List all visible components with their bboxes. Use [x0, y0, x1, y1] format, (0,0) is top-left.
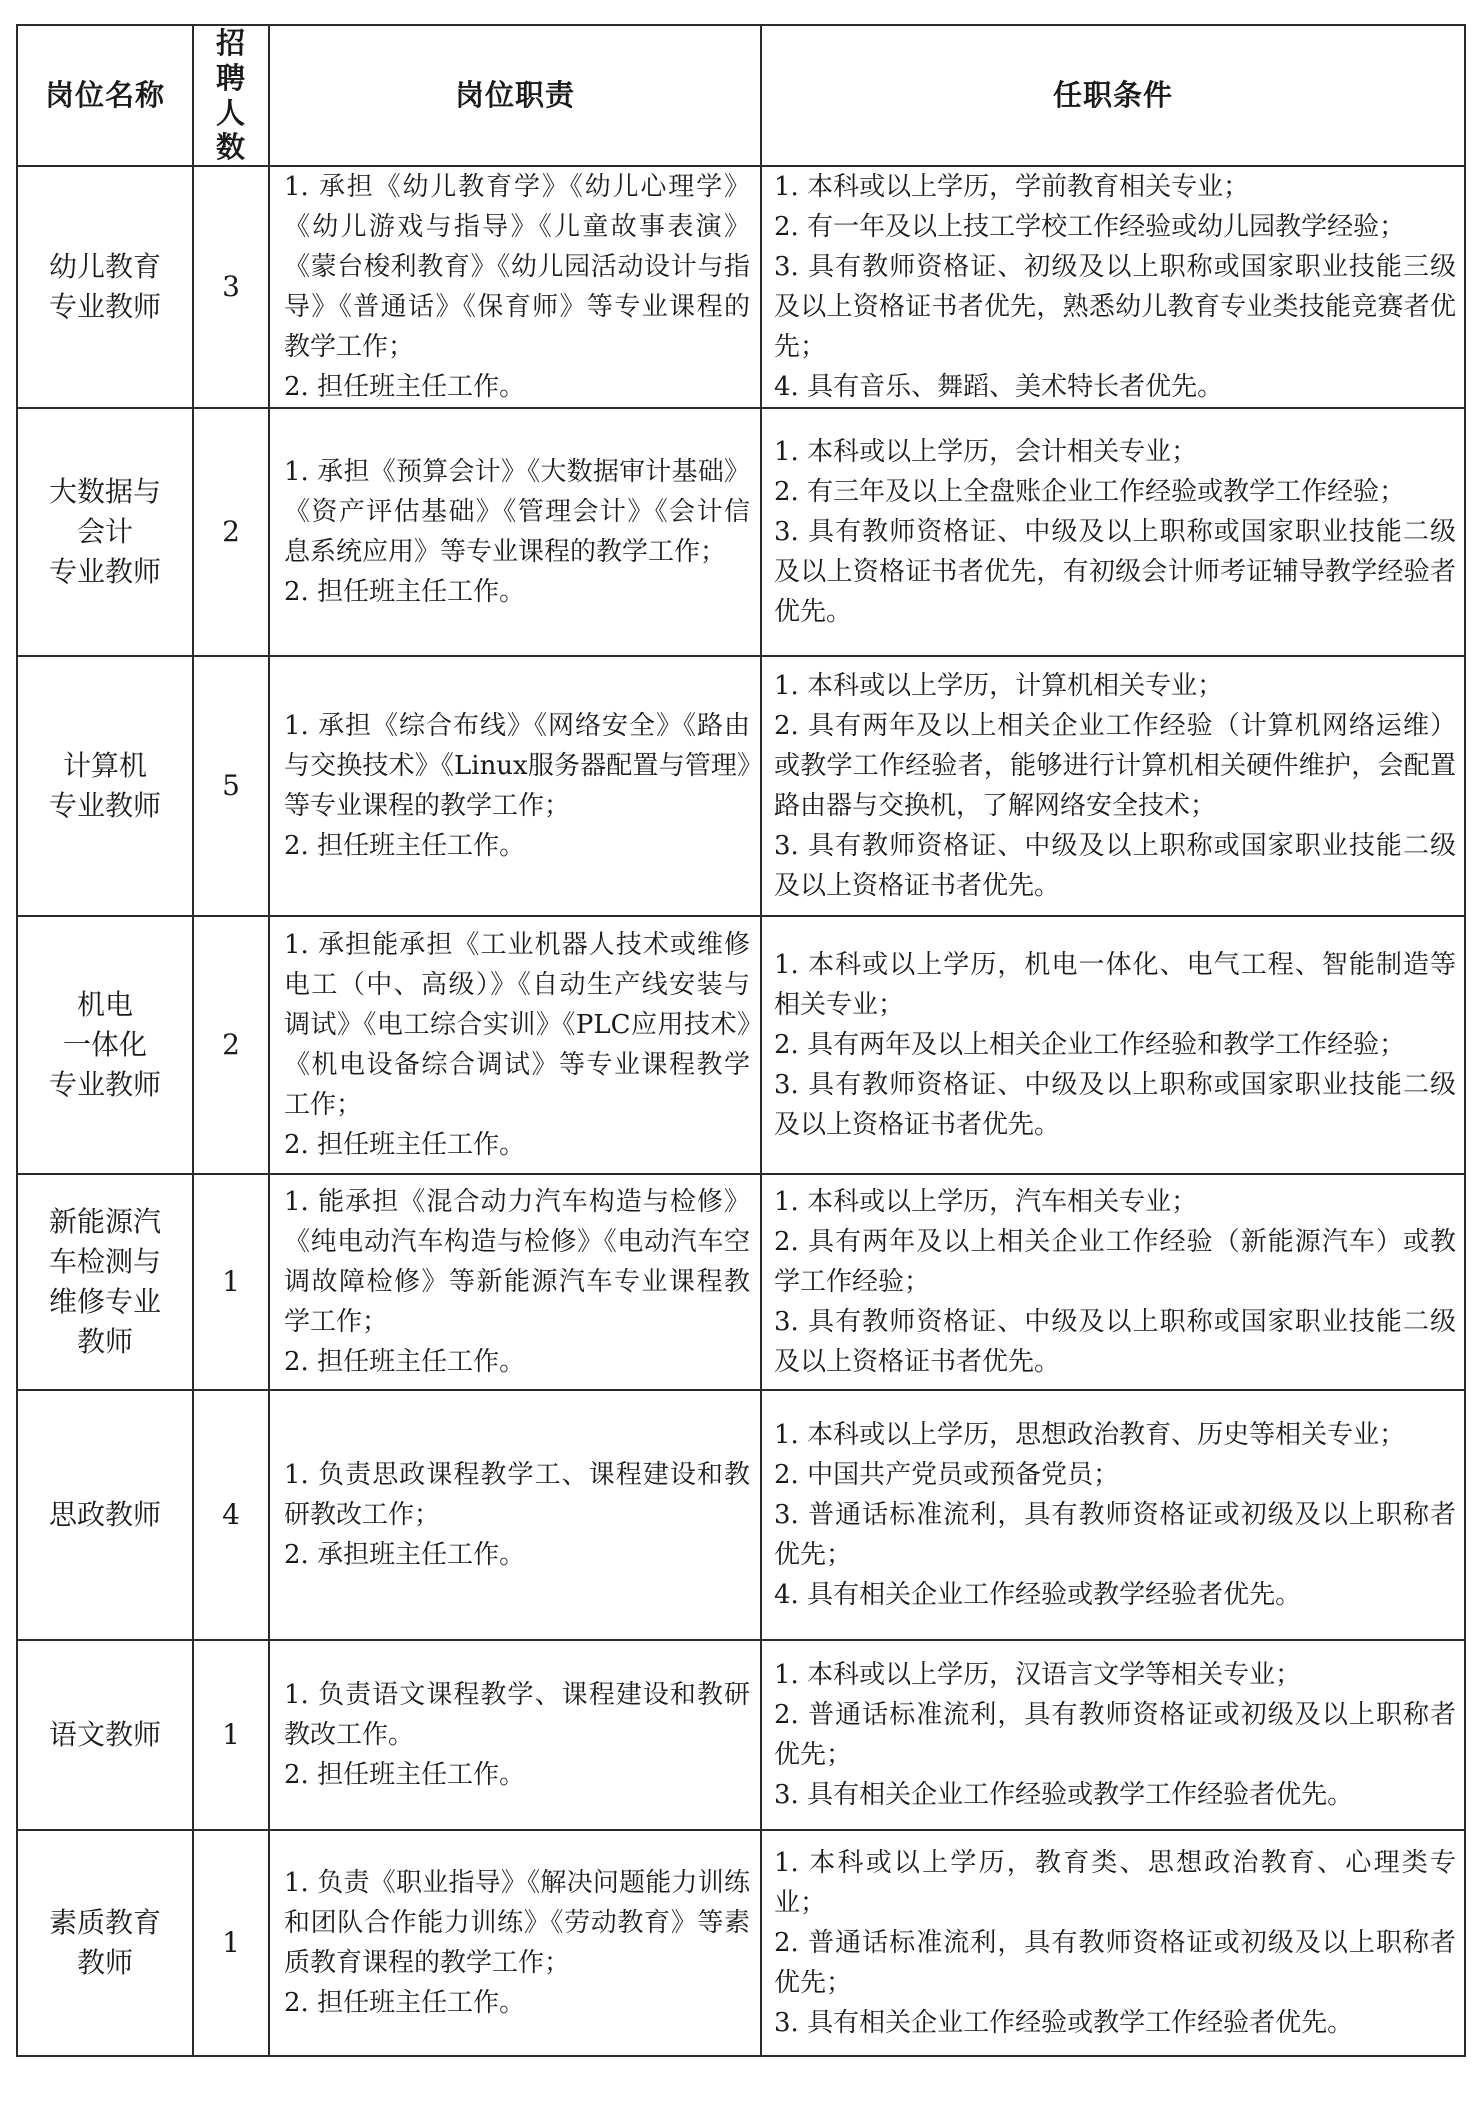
duty-item: 2. 承担班主任工作。 [284, 1540, 526, 1571]
header-row [17, 25, 1465, 166]
position-name-cell [17, 1640, 193, 1830]
requirement-item: 1. 本科或以上学历，学前教育相关专业； [774, 172, 1250, 203]
duty-item: 2. 担任班主任工作。 [284, 1760, 526, 1791]
table-body [17, 166, 1465, 2056]
requirements-cell [761, 1640, 1465, 1830]
requirement-item: 1. 本科或以上学历，计算机相关专业； [774, 671, 1224, 702]
duty-item: 2. 担任班主任工作。 [284, 577, 526, 608]
duty-item: 1. 承担能承担《工业机器人技术或维修电工（中、高级）》《自动生产线安装与调试》《电工综合实训》《PLC应用技术》《机电设备综合调试》等专业课程教学工作； [284, 930, 750, 1121]
requirement-item: 4. 具有相关企业工作经验或教学经验者优先。 [774, 1580, 1302, 1611]
requirement-item: 2. 具有两年及以上相关企业工作经验（计算机网络运维）或教学工作经验者，能够进行计算机相关硬件维护，会配置路由器与交换机，了解网络安全技术； [774, 711, 1456, 822]
table-row [17, 656, 1465, 916]
duty-item: 1. 承担《综合布线》《网络安全》《路由与交换技术》《Linux服务器配置与管理》等专业课程的教学工作； [284, 711, 750, 822]
position-name-line: 一体化 [62, 1028, 147, 1062]
hire-count-cell: 4 [193, 1390, 269, 1640]
requirements-cell [761, 1390, 1465, 1640]
duty-item: 2. 担任班主任工作。 [284, 1347, 526, 1378]
table-row [17, 166, 1465, 408]
requirements-cell [761, 166, 1465, 408]
requirement-item: 1. 本科或以上学历，机电一体化、电气工程、智能制造等相关专业； [774, 950, 1456, 1021]
requirement-item: 3. 具有教师资格证、中级及以上职称或国家职业技能二级及以上资格证书者优先。 [774, 1307, 1456, 1378]
requirement-item: 2. 有一年及以上技工学校工作经验或幼儿园教学经验； [774, 212, 1406, 243]
table-row [17, 1390, 1465, 1640]
position-name-line: 专业教师 [48, 1068, 161, 1102]
requirement-item: 3. 具有教师资格证、初级及以上职称或国家职业技能三级及以上资格证书者优先，熟悉幼儿教育专业类技能竞赛者优先； [774, 252, 1456, 363]
duties-cell [269, 408, 761, 656]
position-name-line: 车检测与 [48, 1245, 161, 1279]
position-name-line: 维修专业 [48, 1285, 161, 1319]
duties-cell [269, 916, 761, 1174]
position-name-cell [17, 408, 193, 656]
duty-item: 2. 担任班主任工作。 [284, 372, 526, 403]
table-row [17, 1830, 1465, 2056]
position-name-line: 专业教师 [48, 789, 161, 823]
position-name-line: 会计 [76, 515, 133, 549]
requirement-item: 3. 普通话标准流利，具有教师资格证或初级及以上职称者优先； [774, 1500, 1456, 1571]
duty-item: 2. 担任班主任工作。 [284, 1988, 526, 2019]
position-name-line: 专业教师 [48, 290, 161, 324]
duty-item: 1. 负责思政课程教学工、课程建设和教研教改工作； [284, 1460, 750, 1531]
table-row [17, 408, 1465, 656]
duty-item: 1. 承担《幼儿教育学》《幼儿心理学》《幼儿游戏与指导》《儿童故事表演》《蒙台梭利教育》《幼儿园活动设计与指导》《普通话》《保育师》等专业课程的教学工作； [284, 172, 750, 363]
requirement-item: 1. 本科或以上学历，思想政治教育、历史等相关专业； [774, 1420, 1406, 1451]
table-row [17, 916, 1465, 1174]
header-duties: 岗位职责 [269, 25, 761, 166]
table-header [17, 25, 1465, 166]
position-name-line: 幼儿教育 [48, 250, 161, 284]
requirement-item: 3. 具有教师资格证、中级及以上职称或国家职业技能二级及以上资格证书者优先，有初级会计师考证辅导教学经验者优先。 [774, 517, 1456, 628]
recruitment-table [16, 24, 1466, 2057]
requirement-item: 2. 具有两年及以上相关企业工作经验（新能源汽车）或教学工作经验； [774, 1227, 1456, 1298]
header-hire-count: 招聘人数 [193, 25, 269, 166]
duty-item: 1. 负责《职业指导》《解决问题能力训练和团队合作能力训练》《劳动教育》等素质教育课程的教学工作； [284, 1868, 750, 1979]
requirement-item: 2. 普通话标准流利，具有教师资格证或初级及以上职称者优先； [774, 1700, 1456, 1771]
position-name-cell [17, 1174, 193, 1390]
position-name-line: 思政教师 [48, 1498, 161, 1532]
requirements-cell [761, 1174, 1465, 1390]
duty-item: 2. 担任班主任工作。 [284, 831, 526, 862]
table-row [17, 1640, 1465, 1830]
duty-item: 2. 担任班主任工作。 [284, 1130, 526, 1161]
requirement-item: 2. 有三年及以上全盘账企业工作经验或教学工作经验； [774, 477, 1406, 508]
position-name-cell [17, 1390, 193, 1640]
requirements-cell [761, 408, 1465, 656]
position-name-line: 大数据与 [48, 475, 161, 509]
duties-cell [269, 1390, 761, 1640]
position-name-line: 教师 [76, 1325, 133, 1359]
requirement-item: 3. 具有相关企业工作经验或教学工作经验者优先。 [774, 2008, 1354, 2039]
position-name-line: 机电 [76, 988, 133, 1022]
duty-item: 1. 承担《预算会计》《大数据审计基础》《资产评估基础》《管理会计》《会计信息系统应用》等专业课程的教学工作； [284, 457, 750, 568]
duties-cell [269, 656, 761, 916]
duty-item: 1. 负责语文课程教学、课程建设和教研教改工作。 [284, 1680, 750, 1751]
hire-count-cell: 1 [193, 1640, 269, 1830]
header-position-name: 岗位名称 [17, 25, 193, 166]
requirement-item: 1. 本科或以上学历，会计相关专业； [774, 437, 1198, 468]
position-name-line: 教师 [76, 1946, 133, 1980]
header-requirements: 任职条件 [761, 25, 1465, 166]
duties-cell [269, 1174, 761, 1390]
hire-count-cell: 1 [193, 1830, 269, 2056]
requirement-item: 2. 具有两年及以上相关企业工作经验和教学工作经验； [774, 1030, 1406, 1061]
duties-cell [269, 1830, 761, 2056]
requirement-item: 1. 本科或以上学历，教育类、思想政治教育、心理类专业； [774, 1848, 1456, 1919]
requirement-item: 2. 普通话标准流利，具有教师资格证或初级及以上职称者优先； [774, 1928, 1456, 1999]
requirement-item: 4. 具有音乐、舞蹈、美术特长者优先。 [774, 372, 1224, 403]
requirement-item: 3. 具有教师资格证、中级及以上职称或国家职业技能二级及以上资格证书者优先。 [774, 831, 1456, 902]
position-name-line: 计算机 [62, 749, 147, 783]
position-name-cell [17, 1830, 193, 2056]
requirement-item: 1. 本科或以上学历，汉语言文学等相关专业； [774, 1660, 1302, 1691]
requirements-cell [761, 1830, 1465, 2056]
requirement-item: 3. 具有教师资格证、中级及以上职称或国家职业技能二级及以上资格证书者优先。 [774, 1070, 1456, 1141]
position-name-line: 新能源汽 [48, 1205, 161, 1239]
requirements-cell [761, 916, 1465, 1174]
hire-count-cell: 1 [193, 1174, 269, 1390]
hire-count-cell: 2 [193, 916, 269, 1174]
position-name-line: 语文教师 [48, 1718, 161, 1752]
position-name-line: 素质教育 [48, 1906, 161, 1940]
requirement-item: 1. 本科或以上学历，汽车相关专业； [774, 1187, 1198, 1218]
requirements-cell [761, 656, 1465, 916]
requirement-item: 3. 具有相关企业工作经验或教学工作经验者优先。 [774, 1780, 1354, 1811]
hire-count-cell: 3 [193, 166, 269, 408]
requirement-item: 2. 中国共产党员或预备党员； [774, 1460, 1120, 1491]
duties-cell [269, 1640, 761, 1830]
duties-cell [269, 166, 761, 408]
position-name-line: 专业教师 [48, 555, 161, 589]
position-name-cell [17, 656, 193, 916]
position-name-cell [17, 916, 193, 1174]
hire-count-cell: 2 [193, 408, 269, 656]
duty-item: 1. 能承担《混合动力汽车构造与检修》《纯电动汽车构造与检修》《电动汽车空调故障检修》等新能源汽车专业课程教学工作； [284, 1187, 750, 1338]
table-row [17, 1174, 1465, 1390]
position-name-cell [17, 166, 193, 408]
hire-count-cell: 5 [193, 656, 269, 916]
recruitment-table-container [16, 24, 1464, 2057]
